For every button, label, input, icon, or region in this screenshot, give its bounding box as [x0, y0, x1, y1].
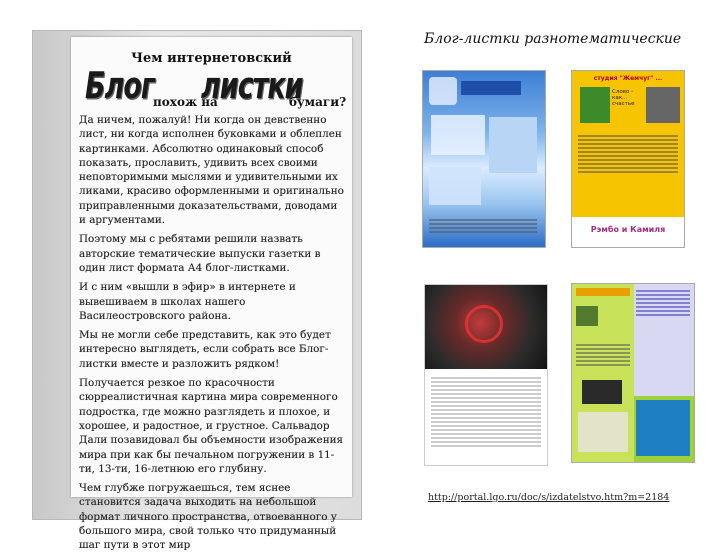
paragraph: Чем глубже погружаешься, тем яснее становится задача выходить на небольшой формат личного пространства, отвоеванного у большого мира, свой только что придуманный шаг пути в этот мир: [79, 482, 337, 552]
thumbnail-biohazard-leaflet: [424, 284, 548, 466]
thumbnail-blue-leaflet: [422, 70, 546, 248]
paragraph: Мы не могли себе представить, как это будет интересно выглядеть, если собрать все Блог-листки вместе и разложить рядком!: [79, 329, 331, 370]
thumbnail-green-leaflet: [571, 283, 695, 463]
blog-sheet-page: [71, 37, 352, 552]
sheet-title: Чем интернетовский: [131, 51, 292, 66]
paragraph: Да ничем, пожалуй! Ни когда он девственно лист, ни когда исполнен буковками и облеплен картинками. Абсолютно одинаковый способ показать, прославить, удивить всех своими неповторимыми мыслями и удивительными их ликами, красиво оформленными и оригинально приправленными доказательствами, доводами и аргументами.: [79, 114, 344, 227]
word-blog: Блог: [85, 65, 155, 108]
thumb-footer: Рэмбо и Камиля: [590, 225, 666, 234]
thumbnail-yellow-leaflet: [571, 70, 685, 248]
phrase-middle: похож на: [153, 95, 218, 109]
word-listki: листки: [201, 65, 303, 108]
paragraph: Получается резкое по красочности сюрреалистичная картина мира современного подростка, где можно разглядеть и плохое, и хорошее, и радостное, и грустное. Сальвадор Дали позавидовал бы объемности изображения мира при как бы печальном погружении в 11-ти, 13-ти, 16-летнюю его глубину.: [79, 377, 344, 475]
slide-title: Блог-листки разнотематические: [424, 31, 682, 47]
paragraph: И с ним «вышли в эфир» в интернете и вывешиваем в школах нашего Василеостровского района.: [79, 281, 296, 322]
phrase-end: бумаги?: [289, 95, 347, 109]
source-link[interactable]: http://portal.lgo.ru/doc/s/izdatelstvo.htm?m=2184: [428, 492, 670, 503]
paragraph: Поэтому мы с ребятами решили назвать авторские тематические выпуски газетки в один лист формата А4 блог-листками.: [79, 233, 321, 274]
thumb-heading: студия "Жемчуг" ...: [593, 75, 663, 82]
sheet-body: [79, 113, 347, 558]
thumb-center-text: Слово - как... счастье: [612, 89, 635, 107]
